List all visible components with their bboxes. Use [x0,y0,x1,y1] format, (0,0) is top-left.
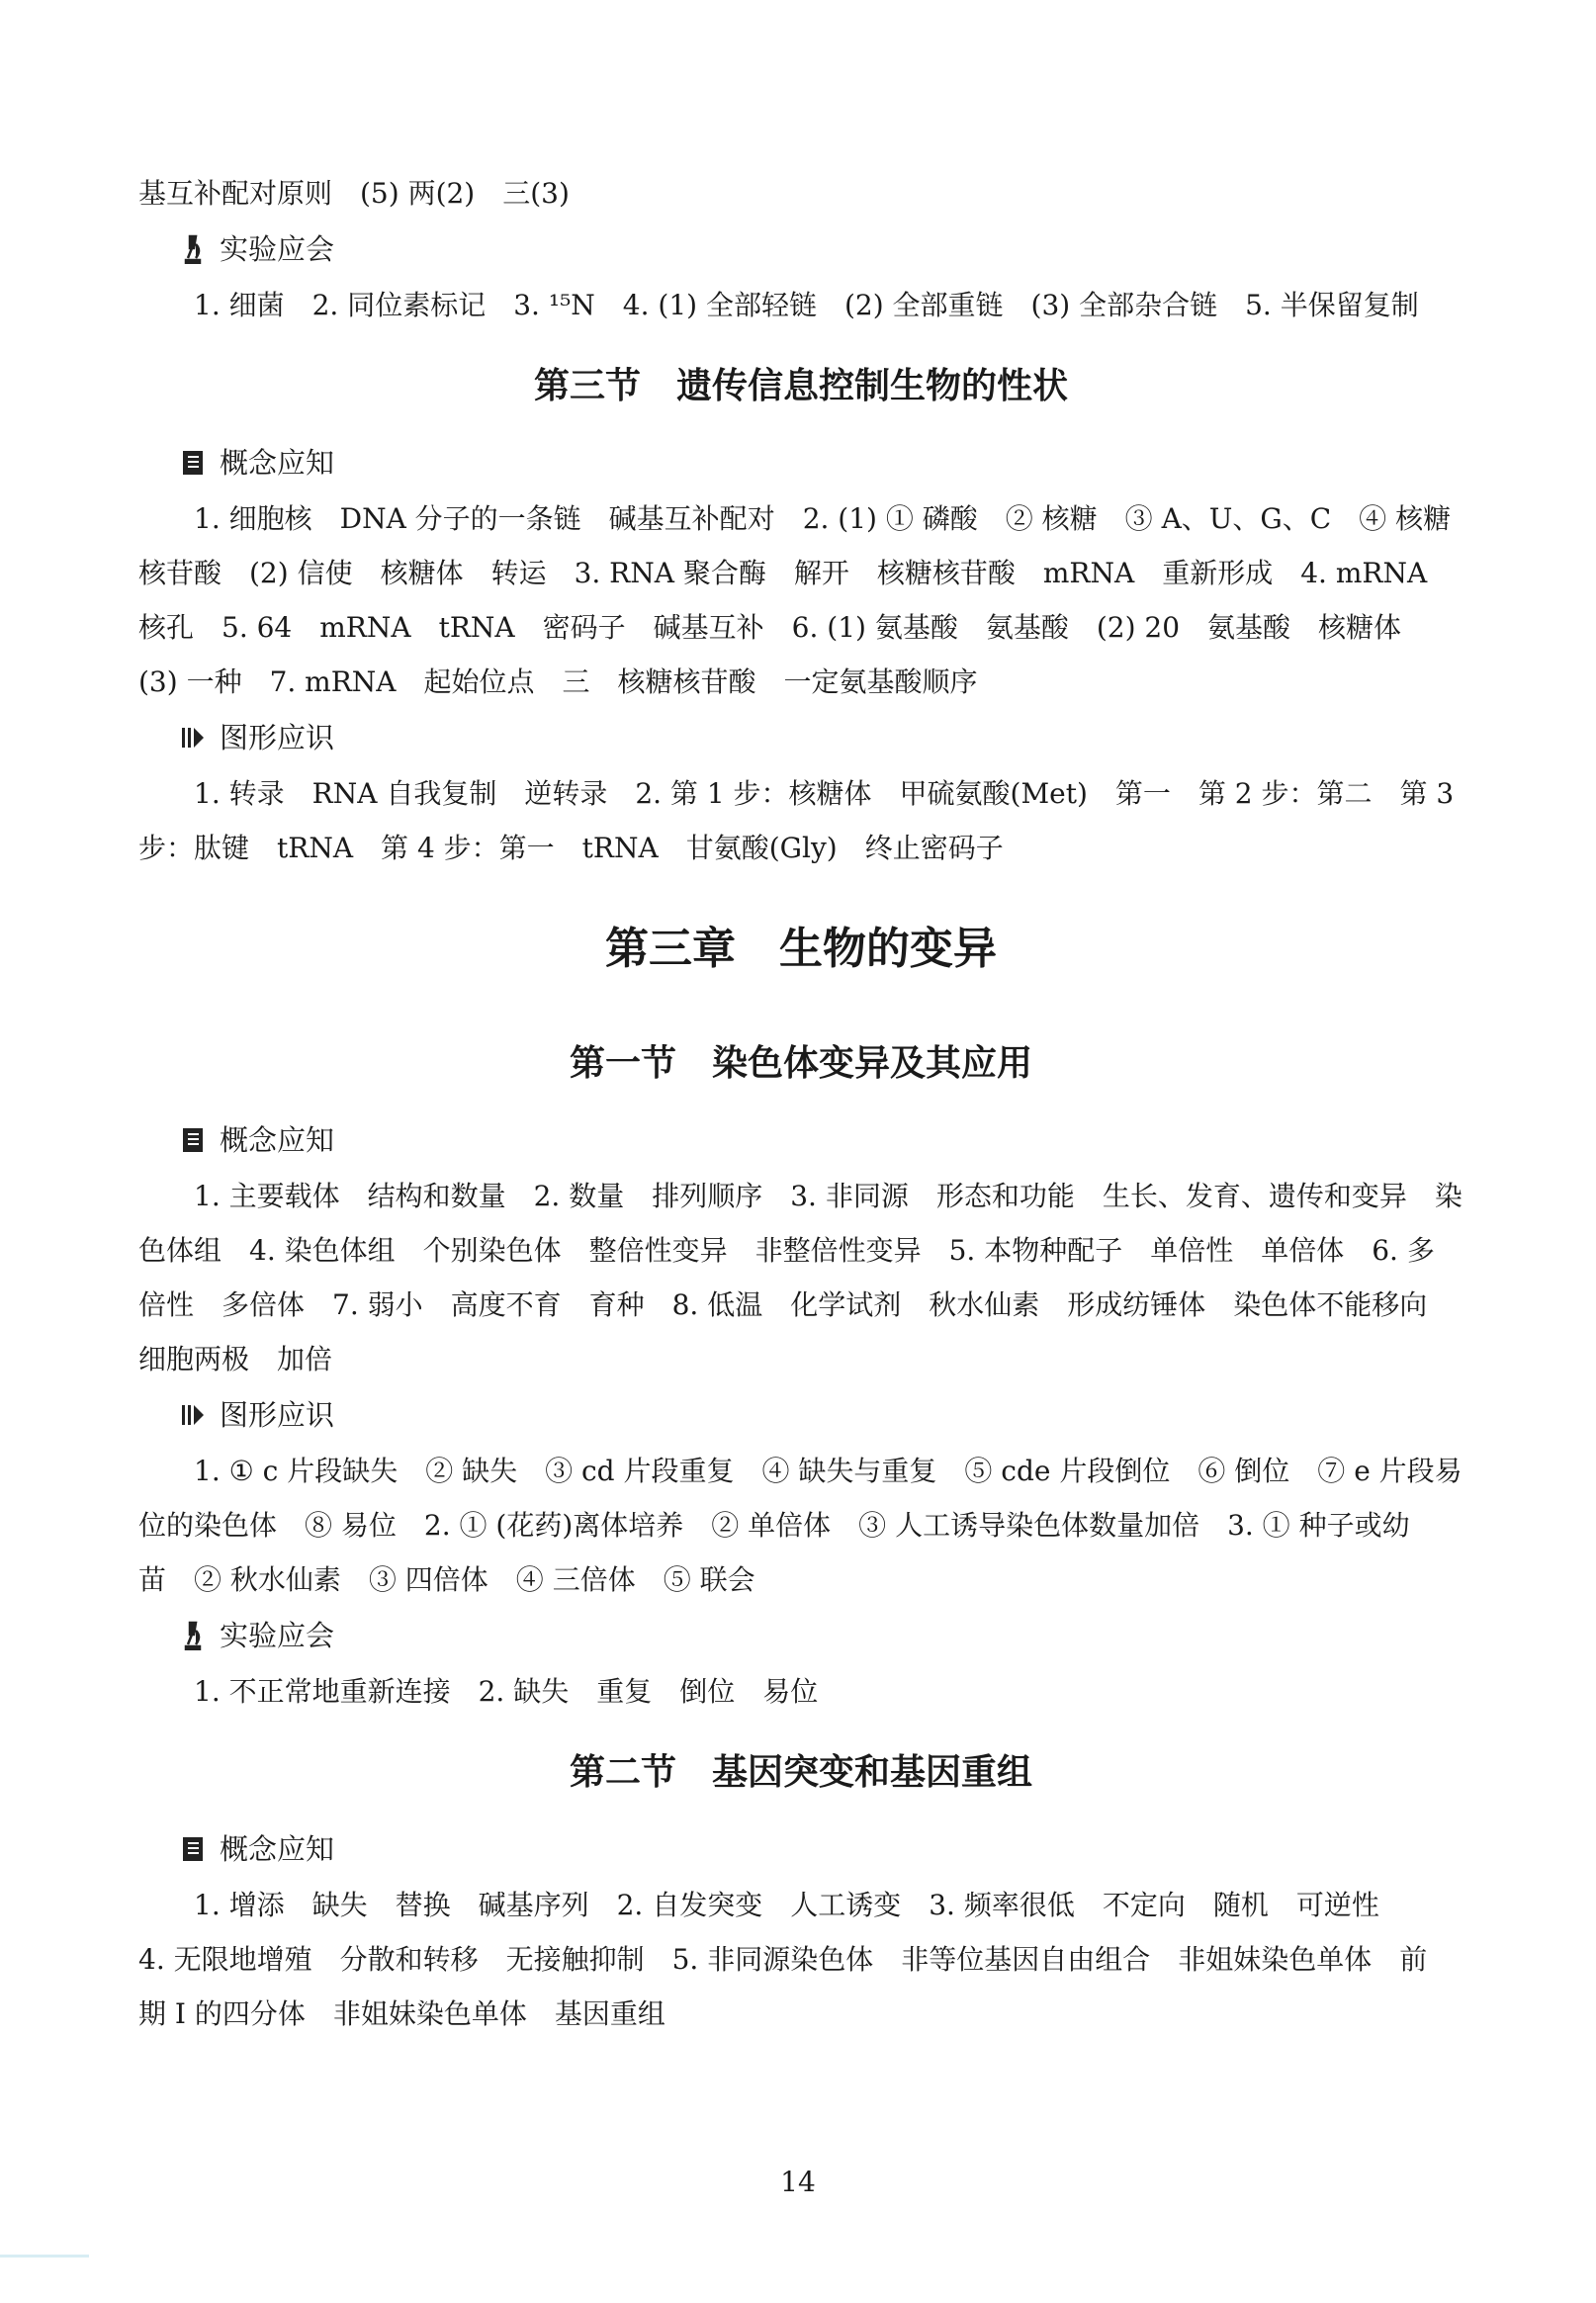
label-text: 实验应会 [220,232,335,266]
text-line: 1. ① c 片段缺失 ② 缺失 ③ cd 片段重复 ④ 缺失与重复 ⑤ cde 片段倒位 ⑥ 倒位 ⑦ e 片段易 [194,1455,1463,1487]
text-line: 1. 细菌 2. 同位素标记 3. ¹⁵N 4. (1) 全部轻链 (2) 全部重链 (3) 全部杂合链 5. 半保留复制 [194,289,1419,321]
graph-label [138,709,1463,766]
notebook-icon [178,1835,208,1863]
section-title: 第三节 遗传信息控制生物的性状 [533,366,1068,406]
label-text: 图形应识 [220,721,335,754]
chapter-title: 第三章 生物的变异 [605,924,997,974]
text-line: 核苷酸 (2) 信使 核糖体 转运 3. RNA 聚合酶 解开 核糖核苷酸 mRNA 重新形成 4. mRNA [138,557,1428,589]
graph-label [138,1386,1463,1444]
text-line: 期 Ⅰ 的四分体 非姐妹染色单体 基因重组 [138,1997,665,2030]
experiment-label [138,1607,1463,1664]
label-text: 概念应知 [220,1123,335,1157]
text-line: 1. 主要载体 结构和数量 2. 数量 排列顺序 3. 非同源 形态和功能 生长、发育、遗传和变异 染 [194,1180,1463,1212]
concept-label [138,434,1463,491]
section-title: 第二节 基因突变和基因重组 [569,1752,1032,1793]
text-line: 色体组 4. 染色体组 个别染色体 整倍性变异 非整倍性变异 5. 本物种配子 单倍性 单倍体 6. 多 [138,1234,1435,1267]
label-text: 图形应识 [220,1398,335,1432]
text-line: 细胞两极 加倍 [138,1343,333,1375]
diagram-icon [178,1402,208,1428]
text-line: 核孔 5. 64 mRNA tRNA 密码子 碱基互补 6. (1) 氨基酸 氨基酸 (2) 20 氨基酸 核糖体 [138,611,1402,644]
label-text: 概念应知 [220,446,335,480]
section-title: 第一节 染色体变异及其应用 [569,1043,1032,1084]
diagram-icon [178,725,208,751]
label-text: 概念应知 [220,1832,335,1866]
experiment-label [138,221,1463,278]
text-line: 位的染色体 ⑧ 易位 2. ① (花药)离体培养 ② 单倍体 ③ 人工诱导染色体数量加倍 3. ① 种子或幼 [138,1509,1410,1542]
text-line: 步：肽键 tRNA 第 4 步：第一 tRNA 甘氨酸(Gly) 终止密码子 [138,832,1004,864]
answer-page [138,176,1463,2041]
microscope-icon [178,234,208,264]
text-line: 1. 转录 RNA 自我复制 逆转录 2. 第 1 步：核糖体 甲硫氨酸(Met) 第一 第 2 步：第二 第 3 [194,777,1455,810]
text-line: 1. 不正常地重新连接 2. 缺失 重复 倒位 易位 [194,1675,819,1708]
text-line: 1. 增添 缺失 替换 碱基序列 2. 自发突变 人工诱变 3. 频率很低 不定向 随机 可逆性 [194,1889,1379,1921]
text-line: 基互补配对原则 (5) 两(2) 三(3) [138,177,570,210]
label-text: 实验应会 [220,1619,335,1652]
page-edge-mark [0,2255,89,2258]
concept-label [138,1111,1463,1169]
text-line: (3) 一种 7. mRNA 起始位点 三 核糖核苷酸 一定氨基酸顺序 [138,665,978,698]
concept-label [138,1820,1463,1878]
page-number: 14 [780,2166,816,2198]
text-line: 4. 无限地增殖 分散和转移 无接触抑制 5. 非同源染色体 非等位基因自由组合 非姐妹染色单体 前 [138,1943,1428,1976]
notebook-icon [178,1126,208,1154]
text-line: 1. 细胞核 DNA 分子的一条链 碱基互补配对 2. (1) ① 磷酸 ② 核糖 ③ A、U、G、C ④ 核糖 [194,502,1452,535]
text-line: 倍性 多倍体 7. 弱小 高度不育 育种 8. 低温 化学试剂 秋水仙素 形成纺锤体 染色体不能移向 [138,1288,1428,1321]
text-line: 苗 ② 秋水仙素 ③ 四倍体 ④ 三倍体 ⑤ 联会 [138,1563,755,1596]
microscope-icon [178,1621,208,1650]
notebook-icon [178,449,208,477]
